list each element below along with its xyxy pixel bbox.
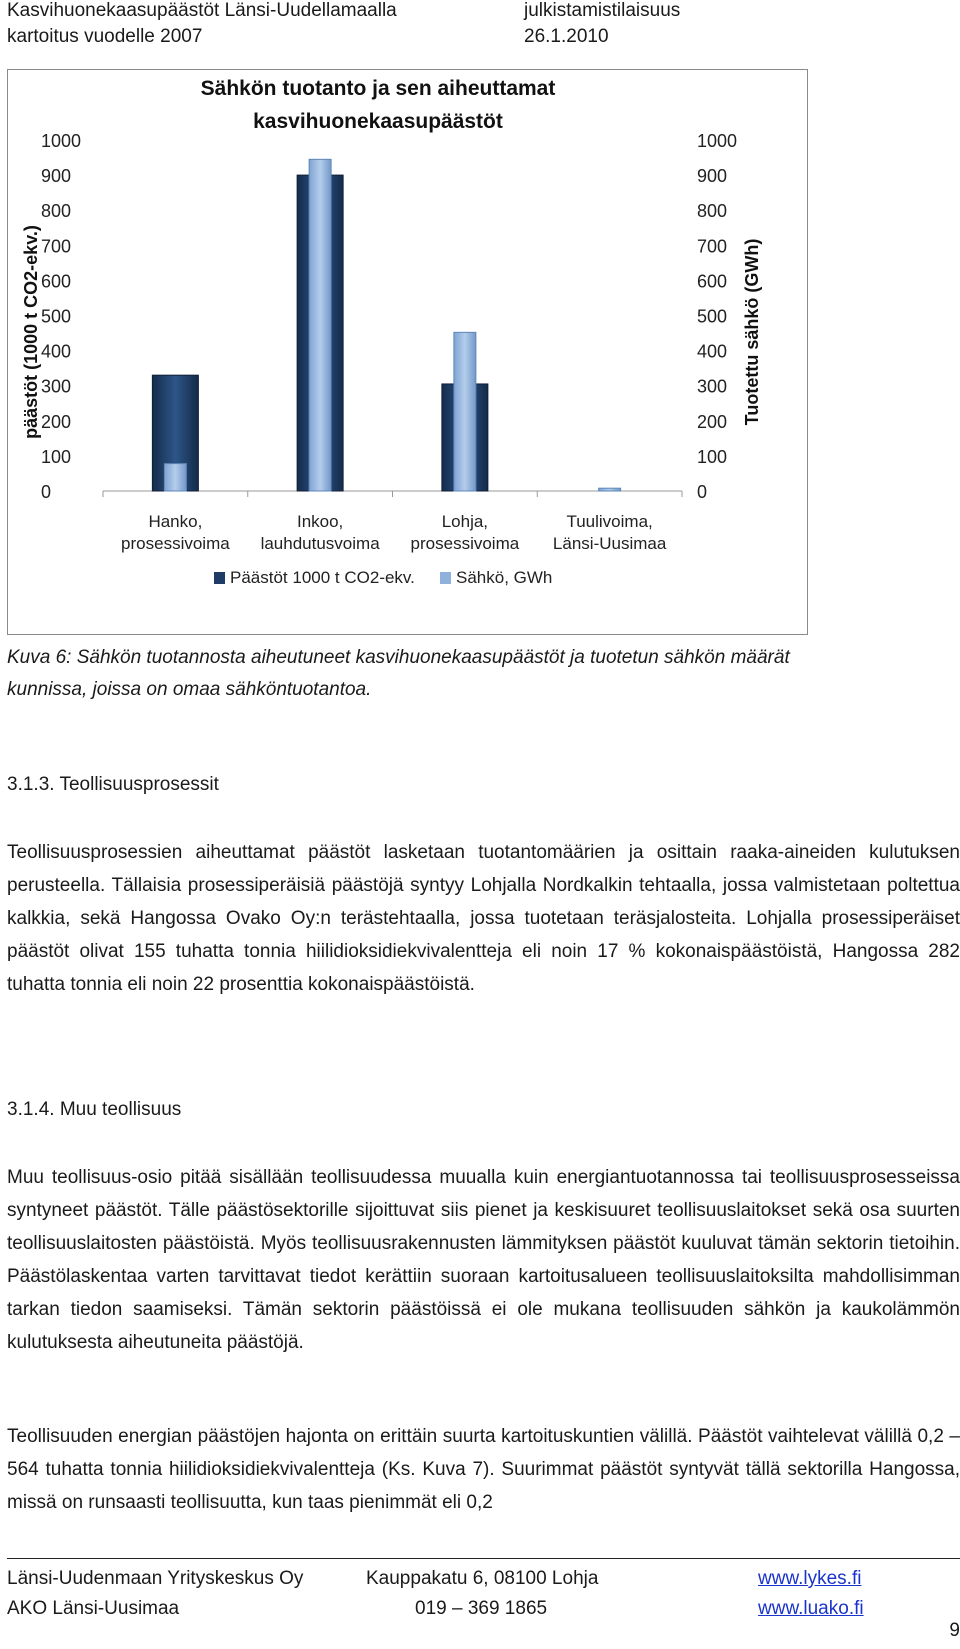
y-tick-label: 300 bbox=[41, 376, 72, 397]
bar-sahko bbox=[599, 488, 621, 491]
y2-tick-label: 300 bbox=[697, 376, 728, 397]
footer-link-lykes[interactable]: www.lykes.fi bbox=[758, 1568, 862, 1589]
y2-tick-label: 400 bbox=[697, 341, 728, 362]
y-tick-label: 200 bbox=[41, 411, 72, 432]
x-category-label: lauhdutusvoima bbox=[260, 534, 380, 553]
y2-tick-label: 200 bbox=[697, 411, 728, 432]
footer-address: Kauppakatu 6, 08100 Lohja bbox=[366, 1568, 599, 1589]
y-tick-label: 500 bbox=[41, 306, 72, 327]
chart-title-line: Sähkön tuotanto ja sen aiheuttamat bbox=[200, 77, 556, 100]
caption-line2: kunnissa, joissa on omaa sähköntuotantoa. bbox=[7, 679, 372, 700]
bar-sahko bbox=[164, 464, 186, 491]
y2-tick-label: 0 bbox=[697, 482, 708, 502]
x-category-label: Lohja, bbox=[441, 512, 489, 531]
header-status: julkistamistilaisuus bbox=[524, 0, 681, 21]
y2-axis-label: Tuotettu sähkö (GWh) bbox=[742, 238, 762, 426]
y-tick-label: 900 bbox=[41, 166, 72, 187]
footer-phone: 019 – 369 1865 bbox=[415, 1598, 548, 1619]
y2-tick-label: 500 bbox=[697, 306, 728, 327]
header-title-line2: kartoitus vuodelle 2007 bbox=[7, 26, 203, 47]
footer-link-luako[interactable]: www.luako.fi bbox=[758, 1598, 864, 1619]
paragraph-muu-teollisuus-1: Muu teollisuus-osio pitää sisällään teollisuudessa muualla kuin energiantuotannossa tai teollisuusprosesseissa syntyneet päästöt. Tälle päästösektorille sijoittuvat siis pienet ja keskisuuret teollisuuslaitokset sekä osa suurten teollisuuslaitosten päästöistä. Myös teollisuusrakennusten lämmityksen päästöt kuuluvat tämän sektorin tietoihin. Päästölaskentaa varten tarvittavat tiedot kerättiin suoraan kartoitusalueen teollisuuslaitoksilta mahdollisimman tarkan tiedon saamiseksi. Tämän sektorin päästöissä ei ole mukana teollisuuden sähkön ja kaukolämmön kulutuksesta aiheutuneita päästöjä. bbox=[7, 1167, 960, 1353]
y2-tick-label: 100 bbox=[697, 446, 728, 467]
y2-tick-label: 1000 bbox=[697, 131, 738, 151]
x-category-label: Hanko, bbox=[148, 512, 203, 531]
page-number: 9 bbox=[949, 1620, 960, 1641]
footer-org1: Länsi-Uudenmaan Yrityskeskus Oy bbox=[7, 1568, 304, 1589]
chart-title-line: kasvihuonekaasupäästöt bbox=[253, 110, 503, 133]
section-heading-teollisuusprosessit: 3.1.3. Teollisuusprosessit bbox=[7, 774, 219, 795]
y-tick-label: 800 bbox=[41, 201, 72, 222]
footer-org2: AKO Länsi-Uusimaa bbox=[7, 1598, 180, 1619]
y-tick-label: 100 bbox=[41, 446, 72, 467]
y-tick-label: 1000 bbox=[41, 131, 82, 151]
figure-caption bbox=[7, 642, 953, 706]
legend-label-paastot: Päästöt 1000 t CO2-ekv. bbox=[230, 568, 415, 587]
y2-tick-label: 900 bbox=[697, 166, 728, 187]
legend-swatch-sahko bbox=[440, 572, 451, 584]
section-heading-muu-teollisuus: 3.1.4. Muu teollisuus bbox=[7, 1099, 182, 1120]
x-category-label: prosessivoima bbox=[121, 534, 230, 553]
paragraph-muu-teollisuus-2: Teollisuuden energian päästöjen hajonta on erittäin suurta kartoituskuntien välillä. Päästöt vaihtelevat välillä 0,2 – 564 tuhatta tonnia hiilidioksidiekvivalentteja (Ks. Kuva 7). Suurimmat päästöt syntyvät tällä sektorilla Hangossa, missä on runsaasti teollisuutta, kun taas pienimmät eli 0,2 bbox=[7, 1426, 960, 1513]
legend-swatch-paastot bbox=[214, 572, 225, 584]
chart-container bbox=[7, 69, 808, 635]
x-category-label: Tuulivoima, bbox=[566, 512, 653, 531]
caption-line1: Kuva 6: Sähkön tuotannosta aiheutuneet kasvihuonekaasupäästöt ja tuotetun sähkön määrät bbox=[7, 647, 790, 668]
y-tick-label: 0 bbox=[41, 482, 52, 502]
header-date: 26.1.2010 bbox=[524, 26, 609, 47]
x-category-label: Länsi-Uusimaa bbox=[552, 534, 667, 553]
x-category-label: Inkoo, bbox=[296, 512, 344, 531]
y2-tick-label: 700 bbox=[697, 236, 728, 257]
y-tick-label: 700 bbox=[41, 236, 72, 257]
footer-divider bbox=[7, 1558, 960, 1559]
x-category-label: prosessivoima bbox=[410, 534, 520, 553]
y-tick-label: 400 bbox=[41, 341, 72, 362]
y2-tick-label: 600 bbox=[697, 271, 728, 292]
bar-sahko bbox=[309, 159, 331, 491]
bar-chart bbox=[8, 70, 809, 636]
y-axis-label: päästöt (1000 t CO2-ekv.) bbox=[21, 225, 41, 439]
bar-sahko bbox=[454, 332, 476, 491]
y2-tick-label: 800 bbox=[697, 201, 728, 222]
legend-label-sahko: Sähkö, GWh bbox=[456, 568, 553, 587]
y-tick-label: 600 bbox=[41, 271, 72, 292]
header-title-line1: Kasvihuonekaasupäästöt Länsi-Uudellamaalla bbox=[7, 0, 397, 21]
paragraph-teollisuusprosessit: Teollisuusprosessien aiheuttamat päästöt lasketaan tuotantomäärien ja osittain raaka-aineiden kulutuksen perusteella. Tällaisia prosessiperäisiä päästöjä syntyy Lohjalla Nordkalkin tehtaalla, jossa valmistetaan poltettua kalkkia, sekä Hangossa Ovako Oy:n terästehtaalla, jossa tuotetaan teräsjalosteita. Lohjalla prosessiperäiset päästöt olivat 155 tuhatta tonnia hiilidioksidiekvivalentteja eli noin 17 % kokonaispäästöistä, Hangossa 282 tuhatta tonnia eli noin 22 prosenttia kokonaispäästöistä. bbox=[7, 842, 960, 995]
